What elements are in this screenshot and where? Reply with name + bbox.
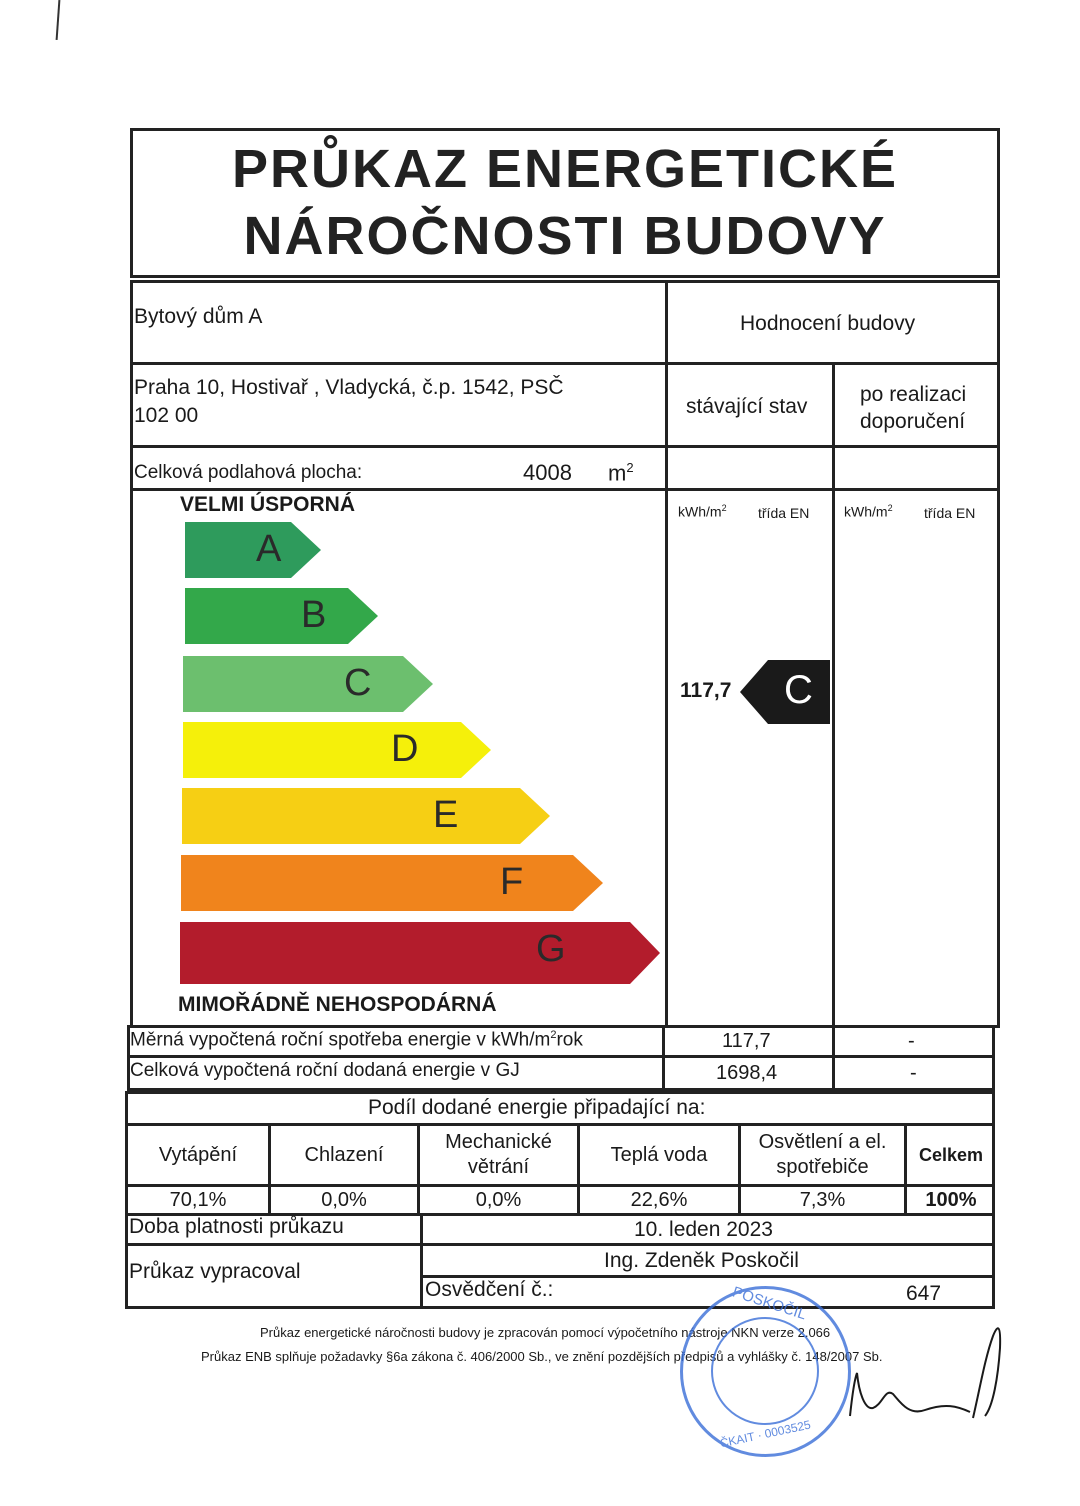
evaluation-header: Hodnocení budovy (740, 312, 916, 335)
energy-class-letter-c: C (344, 662, 372, 704)
unit-kwh-current: kWh/$m^2$ (678, 503, 727, 520)
energy-class-bar-c (183, 656, 433, 712)
specific-consumption-after: - (908, 1030, 915, 1052)
after-recommendation-label-1: po realizaci (860, 383, 967, 406)
area-unit: $m^2$ (608, 460, 634, 486)
pen-mark (56, 0, 61, 40)
share-column-label: Vytápění (158, 1143, 238, 1166)
address-line1: Praha 10, Hostivař , Vladycká, č.p. 1542, PSČ (134, 376, 564, 399)
share-column-label: Celkem (918, 1144, 984, 1165)
page-title-line1: PRŮKAZ ENERGETICKÉ (231, 139, 899, 199)
scale-top-label: VELMI ÚSPORNÁ (180, 493, 356, 516)
validity-label: Doba platnosti průkazu (129, 1215, 344, 1238)
scale-bottom-label: MIMOŘÁDNĚ NEHOSPODÁRNÁ (178, 993, 497, 1016)
current-value: 117,7 (680, 679, 732, 702)
share-column-value: 0,0% (321, 1188, 367, 1211)
unit-kwh-after: kWh/$m^2$ (844, 503, 893, 520)
author-label: Průkaz vypracoval (129, 1260, 301, 1283)
building-name: Bytový dům A (134, 305, 263, 328)
specific-consumption-label: Měrná vypočtená roční spotřeba energie v kWh/$m^2rok$ (130, 1029, 583, 1051)
divider (127, 1055, 995, 1058)
energy-class-bar-g (180, 922, 660, 984)
divider (665, 280, 668, 1028)
share-column-label: Osvětlení a el. (758, 1131, 887, 1153)
energy-class-bar-f (181, 855, 603, 911)
divider (662, 1025, 665, 1091)
divider (832, 362, 835, 1028)
energy-class-bar-d (183, 722, 491, 778)
after-recommendation-label-2: doporučení (860, 410, 966, 433)
share-column-label: Mechanické (445, 1131, 552, 1153)
page-title-line2: NÁROČNOSTI BUDOVY (243, 206, 887, 266)
share-column-header (128, 1126, 268, 1184)
share-column-label: Teplá voda (610, 1143, 708, 1166)
divider (130, 488, 1000, 491)
divider (130, 445, 1000, 448)
unit-class-current: třída EN (758, 505, 810, 521)
energy-class-letter-e: E (433, 794, 459, 836)
share-column-value: 7,3% (799, 1188, 846, 1211)
energy-class-bar-e (182, 788, 550, 844)
footer-line2: Průkaz ENB splňuje požadavky §6a zákona č. 406/2000 Sb., ve znění pozdějších předpisů a vyhlášky č. 148/2007 Sb. (201, 1349, 883, 1364)
current-class-letter: C (784, 668, 813, 712)
share-column-label: spotřebiče (776, 1156, 869, 1178)
certificate-label: Osvědčení č.: (425, 1278, 554, 1301)
total-energy-label: Celková vypočtená roční dodaná energie v GJ (130, 1060, 520, 1081)
share-column-label: větrání (467, 1156, 530, 1178)
certificate-value: 647 (906, 1282, 942, 1305)
authorization-stamp (680, 1283, 851, 1457)
stamp-text-bottom: ČKAIT · 0003525 (718, 1417, 812, 1451)
share-column-value: 22,6% (630, 1188, 688, 1211)
energy-class-letter-f: F (500, 861, 524, 903)
total-energy-value: 1698,4 (716, 1062, 778, 1084)
divider (125, 1243, 995, 1246)
signature (845, 1318, 1005, 1433)
share-column-label: Chlazení (304, 1143, 384, 1166)
area-label: Celková podlahová plocha: (134, 462, 363, 483)
author-name: Ing. Zdeněk Poskočil (604, 1249, 799, 1272)
stamp-inner-ring (711, 1317, 819, 1425)
share-column-header (907, 1126, 995, 1184)
current-state-label: stávající stav (686, 395, 808, 418)
validity-value: 10. leden 2023 (634, 1218, 773, 1241)
footer-line1: Průkaz energetické náročnosti budovy je zpracován pomocí výpočetního nástroje NKN verze 2.066 (260, 1325, 831, 1340)
energy-class-letter-d: D (391, 728, 419, 770)
energy-class-bar-b (185, 588, 378, 644)
share-column-value: 100% (925, 1188, 977, 1211)
share-column-value: 70,1% (169, 1188, 227, 1211)
share-column-header (580, 1126, 738, 1184)
unit-class-after: třída EN (924, 505, 976, 521)
share-column-header (741, 1126, 904, 1184)
share-header: Podíl dodané energie připadající na: (368, 1096, 706, 1119)
share-column-header (420, 1126, 577, 1184)
energy-class-letter-a: A (256, 528, 282, 570)
area-value: 4008 (523, 460, 572, 485)
total-energy-after: - (910, 1062, 917, 1084)
specific-consumption-value: 117,7 (722, 1030, 771, 1052)
energy-class-letter-b: B (301, 594, 327, 636)
divider (832, 1025, 835, 1091)
share-column-value: 0,0% (475, 1188, 522, 1211)
energy-class-letter-g: G (536, 928, 566, 970)
stamp-text-top: POSKOČIL (730, 1283, 809, 1324)
address-line2: 102 00 (134, 404, 199, 427)
divider (130, 362, 1000, 365)
divider (420, 1213, 423, 1309)
share-column-header (271, 1126, 417, 1184)
